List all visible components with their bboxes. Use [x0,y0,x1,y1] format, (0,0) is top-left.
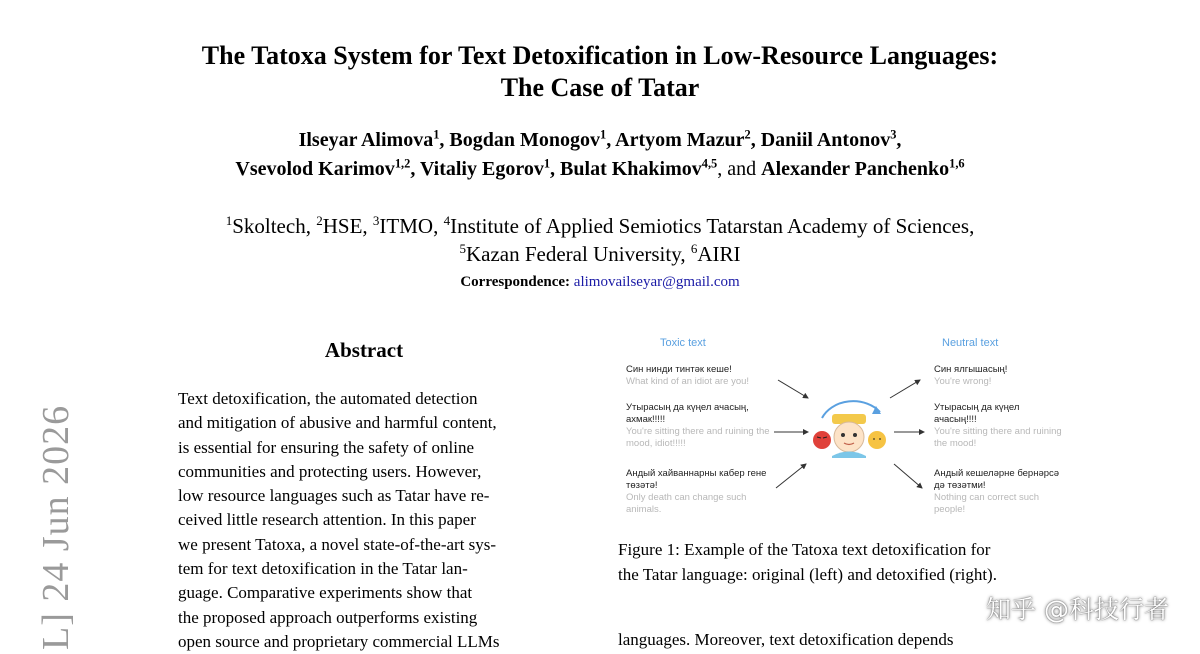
english-text: You're wrong! [934,376,992,387]
watermark: 知乎 @科技行者 [986,595,1169,624]
author-affil-sup: 1 [543,156,551,171]
affil-name: HSE [322,214,363,238]
title-line-1: The Tatoxa System for Text Detoxification in Low-Resource Languages: [201,41,999,70]
author-affil-sup: 1 [433,127,440,142]
toxic-example [626,402,776,450]
abstract-line: ceived little research attention. In this paper [178,510,476,530]
abstract-line: tem for text detoxification in the Tatar lan- [178,559,468,579]
affil-sup: 5 [459,241,466,256]
affil-sup: 3 [372,213,380,228]
affil-sep: , [433,214,444,238]
affiliations [0,212,1200,268]
author-sep: , [750,129,761,151]
affil-name: AIRI [697,242,741,266]
figure-caption [618,538,1068,587]
arrow-in-1 [778,380,808,398]
author-sep: , [410,158,420,180]
author-name: Daniil Antonov [760,129,891,151]
abstract-line: open source and proprietary commercial LLMs [178,631,500,651]
author-name: Ilseyar Alimova [298,129,434,151]
author-affil-sup: 1 [600,127,607,142]
author-name: Alexander Panchenko [761,158,950,180]
abstract-line: communities and protecting users. However, [178,461,482,481]
author-name: Bogdan Monogov [449,129,601,151]
abstract-heading: Abstract [324,338,404,362]
english-text: Nothing can correct such people! [934,492,1040,515]
author-sep: , [439,129,450,151]
neutral-example [934,402,1064,450]
abstract-line: the proposed approach outperforms existing [178,607,478,627]
affil-sup: 2 [316,213,323,228]
neutral-example [934,364,1064,388]
affil-sep: , [362,214,373,238]
caption-line-1: Figure 1: Example of the Tatoxa text detoxification for [618,540,991,559]
author-sep: , [550,158,561,180]
caption-line-2: the Tatar language: original (left) and detoxified (right). [618,564,997,584]
robot-mascot-icon [813,401,886,458]
affil-sep: , [969,214,975,238]
author-affil-sup: 3 [890,127,897,142]
title-line-2: The Case of Tatar [500,73,700,102]
abstract-line: guage. Comparative experiments show that [178,583,473,603]
affil-sup: 4 [443,213,451,228]
neutral-header: Neutral text [942,337,999,349]
author-list [0,126,1200,184]
tatar-text: Син ялгышасың! [934,364,1008,375]
affil-sup: 6 [690,241,698,256]
affil-name: ITMO [379,214,434,238]
body-text-continuation: languages. Moreover, text detoxification depends [618,630,954,649]
abstract-line: and mitigation of abusive and harmful content, [178,413,497,433]
arrow-out-1 [890,380,920,398]
arrow-out-3 [894,464,922,488]
abstract-body [178,387,550,654]
neutral-example [934,468,1064,516]
abstract-line: we present Tatoxa, a novel state-of-the-art sys- [178,534,497,554]
author-line-1 [0,126,1200,155]
author-affil-sup: 1,6 [949,156,965,171]
correspondence-label: Correspondence: [460,274,571,290]
author-sep: , and [717,158,762,180]
tatar-text: Андый кешеләрне бернәрсә дә төзәтми! [934,468,1060,491]
tatar-text: Син нинди тинтәк кеше! [626,364,732,375]
affil-line-1 [0,212,1200,240]
author-affil-sup: 1,2 [394,156,411,171]
author-name: Vitaliy Egorov [419,158,544,180]
author-name: Vsevolod Karimov [235,158,395,180]
tatar-text: Андый хайваннарны кабер гене төзәтә! [626,468,767,491]
author-sep: , [606,129,616,151]
affil-name: Kazan Federal University [465,242,681,266]
affil-line-2 [0,240,1200,268]
affil-sup: 1 [225,213,233,228]
paper-title [0,40,1200,104]
abstract-line: is essential for ensuring the safety of online [178,437,475,457]
affil-name: Skoltech [232,214,306,238]
figure-1 [618,332,1068,522]
english-text: What kind of an idiot are you! [626,376,750,387]
tatar-text: Утырасың да күңел ачасың, ахмак!!!!! [626,402,749,425]
tatar-text: Утырасың да күңел ачасың!!!! [934,402,1020,425]
arxiv-sidebar [34,400,77,650]
english-text: You're sitting there and ruining the mood, idiot!!!!! [626,426,770,449]
author-line-2 [0,155,1200,184]
english-text: Only death can change such animals. [626,492,747,515]
affil-name: Institute of Applied Semiotics Tatarstan Academy of Sciences [450,214,970,238]
toxic-example [626,364,776,388]
author-sep: , [896,129,902,151]
affil-sep: , [680,242,691,266]
correspondence [0,274,1200,291]
author-affil-sup: 4,5 [701,156,718,171]
toxic-header: Toxic text [660,337,706,349]
author-affil-sup: 2 [744,127,751,142]
toxic-example [626,468,776,516]
affil-sep: , [305,214,317,238]
correspondence-email-link[interactable]: alimovailseyar@gmail.com [573,274,740,290]
arxiv-sidebar-text: L] 24 Jun 2026 [35,404,77,650]
english-text: You're sitting there and ruining the mood! [934,426,1062,449]
author-name: Bulat Khakimov [560,158,702,180]
abstract-line: low resource languages such as Tatar have re- [178,486,490,506]
author-name: Artyom Mazur [615,129,745,151]
arrow-in-3 [776,464,806,488]
abstract-line: Text detoxification, the automated detection [178,389,478,408]
